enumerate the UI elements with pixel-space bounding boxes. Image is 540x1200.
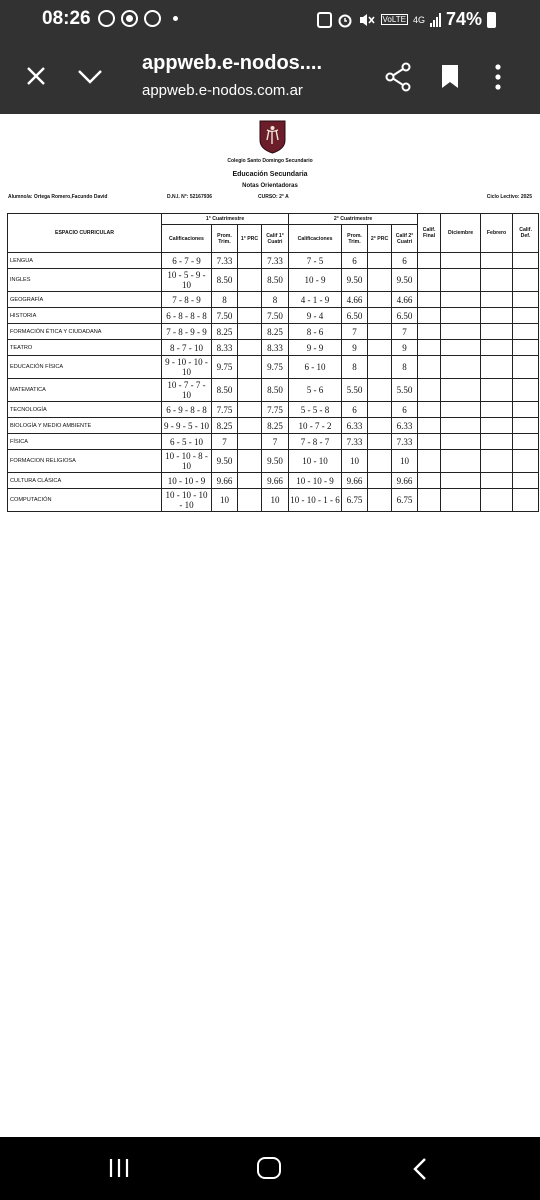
definitive-cell (513, 434, 539, 450)
avg-cell: 7.50 (212, 308, 238, 324)
calif-cell: 7.75 (262, 402, 289, 418)
avg-cell: 7.33 (212, 253, 238, 269)
alarm-icon (337, 12, 353, 28)
subject-cell: GEOGRAFÍA (8, 292, 162, 308)
prc-cell (238, 379, 262, 402)
student-dni: D.N.I. N°: 52167936 (167, 194, 213, 200)
calif-cell: 8.50 (262, 269, 289, 292)
header-semester-1: 1° Cuatrimestre (162, 214, 289, 225)
prc-cell (368, 473, 392, 489)
grades-cell: 7 - 8 - 7 (289, 434, 342, 450)
school-name: Colegio Santo Domingo Secundario (227, 158, 313, 164)
prc-cell (238, 356, 262, 379)
grades-cell: 9 - 4 (289, 308, 342, 324)
avg-cell: 6.50 (342, 308, 368, 324)
prc-cell (238, 402, 262, 418)
grades-cell: 10 - 9 (289, 269, 342, 292)
avg-cell: 7 (342, 324, 368, 340)
subject-cell: FORMACIÓN ÉTICA Y CIUDADANA (8, 324, 162, 340)
calif-cell: 6 (392, 253, 418, 269)
table-row (8, 356, 539, 379)
grades-cell: 6 - 8 - 8 - 8 (162, 308, 212, 324)
header-avg-1: Prom. Trim. (212, 225, 238, 253)
avg-cell: 5.50 (342, 379, 368, 402)
prc-cell (368, 253, 392, 269)
more-notifications-dot-icon (173, 16, 178, 21)
calif-cell: 7.33 (262, 253, 289, 269)
december-cell (441, 324, 481, 340)
definitive-cell (513, 340, 539, 356)
avg-cell: 8 (212, 292, 238, 308)
table-row (8, 324, 539, 340)
school-crest-logo (259, 120, 286, 154)
header-subject: ESPACIO CURRICULAR (8, 214, 162, 253)
february-cell (481, 308, 513, 324)
february-cell (481, 418, 513, 434)
calif-cell: 7 (262, 434, 289, 450)
grades-cell: 6 - 10 (289, 356, 342, 379)
february-cell (481, 253, 513, 269)
grades-cell: 5 - 6 (289, 379, 342, 402)
prc-cell (368, 308, 392, 324)
grades-cell: 10 - 7 - 7 - 10 (162, 379, 212, 402)
december-cell (441, 379, 481, 402)
bookmark-icon[interactable] (440, 64, 460, 89)
calif-cell: 4.66 (392, 292, 418, 308)
prc-cell (238, 269, 262, 292)
subject-cell: FÍSICA (8, 434, 162, 450)
avg-cell: 8.33 (212, 340, 238, 356)
header-december: Diciembre (441, 214, 481, 253)
grades-cell: 7 - 8 - 9 - 9 (162, 324, 212, 340)
report-card-document (0, 114, 540, 1137)
table-row (8, 253, 539, 269)
december-cell (441, 450, 481, 473)
february-cell (481, 402, 513, 418)
calif-cell: 9 (392, 340, 418, 356)
calif-cell: 6.33 (392, 418, 418, 434)
calif-cell: 8 (392, 356, 418, 379)
prc-cell (368, 450, 392, 473)
notification-icons (98, 10, 178, 27)
definitive-cell (513, 402, 539, 418)
definitive-cell (513, 379, 539, 402)
grades-cell: 7 - 8 - 9 (162, 292, 212, 308)
final-cell (418, 324, 441, 340)
avg-cell: 8.25 (212, 324, 238, 340)
battery-icon (487, 12, 496, 28)
subject-cell: TEATRO (8, 340, 162, 356)
avg-cell: 6.33 (342, 418, 368, 434)
final-cell (418, 379, 441, 402)
grades-cell: 6 - 9 - 8 - 8 (162, 402, 212, 418)
february-cell (481, 379, 513, 402)
february-cell (481, 473, 513, 489)
december-cell (441, 269, 481, 292)
report-subtitle: Notas Orientadoras (242, 183, 298, 189)
avg-cell: 7.75 (212, 402, 238, 418)
table-row (8, 269, 539, 292)
student-course: CURSO: 2° A (258, 194, 289, 200)
network-type: 4G (412, 14, 425, 25)
final-cell (418, 489, 441, 512)
avg-cell: 8.25 (212, 418, 238, 434)
table-row (8, 402, 539, 418)
status-bar (0, 0, 540, 38)
december-cell (441, 402, 481, 418)
header-semester-2: 2° Cuatrimestre (289, 214, 418, 225)
february-cell (481, 450, 513, 473)
grades-cell: 6 - 7 - 9 (162, 253, 212, 269)
table-row (8, 340, 539, 356)
prc-cell (238, 253, 262, 269)
subject-cell: MATEMATICA (8, 379, 162, 402)
avg-cell: 8.50 (212, 269, 238, 292)
prc-cell (368, 418, 392, 434)
grades-cell: 10 - 10 (289, 450, 342, 473)
back-icon[interactable] (412, 1157, 428, 1181)
definitive-cell (513, 450, 539, 473)
grades-cell: 8 - 6 (289, 324, 342, 340)
prc-cell (368, 489, 392, 512)
february-cell (481, 292, 513, 308)
education-level: Educación Secundaria (232, 171, 308, 178)
prc-cell (368, 292, 392, 308)
definitive-cell (513, 356, 539, 379)
subject-cell: COMPUTACIÓN (8, 489, 162, 512)
custom-tab-toolbar (0, 38, 540, 114)
header-definitive: Calif. Def. (513, 214, 539, 253)
final-cell (418, 340, 441, 356)
february-cell (481, 434, 513, 450)
header-calif-2: Calif 2° Cuatri (392, 225, 418, 253)
calif-cell: 9.50 (392, 269, 418, 292)
grades-cell: 6 - 5 - 10 (162, 434, 212, 450)
table-row (8, 292, 539, 308)
grades-cell: 10 - 10 - 9 (162, 473, 212, 489)
subject-cell: CULTURA CLÁSICA (8, 473, 162, 489)
december-cell (441, 340, 481, 356)
grades-cell: 5 - 5 - 8 (289, 402, 342, 418)
prc-cell (368, 434, 392, 450)
table-row (8, 308, 539, 324)
avg-cell: 6 (342, 253, 368, 269)
grades-cell: 9 - 9 (289, 340, 342, 356)
student-name: Alumno/a: Ortega Romero,Facundo David (8, 194, 108, 200)
calif-cell: 6 (392, 402, 418, 418)
december-cell (441, 253, 481, 269)
avg-cell: 4.66 (342, 292, 368, 308)
volte-icon: VoLTE (382, 15, 406, 24)
definitive-cell (513, 269, 539, 292)
grades-cell: 8 - 7 - 10 (162, 340, 212, 356)
december-cell (441, 473, 481, 489)
table-row (8, 489, 539, 512)
nfc-icon (317, 12, 332, 28)
header-avg-2: Prom. Trim. (342, 225, 368, 253)
definitive-cell (513, 473, 539, 489)
calif-cell: 10 (262, 489, 289, 512)
grades-cell: 10 - 10 - 8 - 10 (162, 450, 212, 473)
final-cell (418, 434, 441, 450)
prc-cell (368, 324, 392, 340)
close-icon[interactable] (24, 64, 48, 88)
grades-cell: 10 - 10 - 1 - 6 (289, 489, 342, 512)
prc-cell (368, 402, 392, 418)
prc-cell (238, 450, 262, 473)
avg-cell: 8.50 (212, 379, 238, 402)
calif-cell: 6.50 (392, 308, 418, 324)
calif-cell: 8.25 (262, 324, 289, 340)
grades-cell: 10 - 7 - 2 (289, 418, 342, 434)
grades-cell: 7 - 5 (289, 253, 342, 269)
prc-cell (238, 418, 262, 434)
final-cell (418, 253, 441, 269)
february-cell (481, 269, 513, 292)
calif-cell: 10 (392, 450, 418, 473)
page-title: appweb.e-nodos.... (142, 52, 323, 74)
recent-apps-icon[interactable] (108, 1158, 130, 1178)
final-cell (418, 418, 441, 434)
definitive-cell (513, 324, 539, 340)
avg-cell: 9.66 (342, 473, 368, 489)
february-cell (481, 489, 513, 512)
final-cell (418, 473, 441, 489)
avg-cell: 10 (212, 489, 238, 512)
prc-cell (368, 269, 392, 292)
grades-cell: 9 - 9 - 5 - 10 (162, 418, 212, 434)
prc-cell (368, 356, 392, 379)
calif-cell: 6.75 (392, 489, 418, 512)
system-navigation-bar (0, 1137, 540, 1200)
grades-cell: 9 - 10 - 10 - 10 (162, 356, 212, 379)
definitive-cell (513, 418, 539, 434)
calif-cell: 8.33 (262, 340, 289, 356)
february-cell (481, 356, 513, 379)
whatsapp-icon (98, 10, 115, 27)
final-cell (418, 308, 441, 324)
calif-cell: 7.50 (262, 308, 289, 324)
header-prc-2: 2° PRC (368, 225, 392, 253)
chrome-icon (121, 10, 138, 27)
avg-cell: 10 (342, 450, 368, 473)
final-cell (418, 402, 441, 418)
chevron-down-icon[interactable] (76, 66, 104, 86)
december-cell (441, 308, 481, 324)
final-cell (418, 450, 441, 473)
calif-cell: 8 (262, 292, 289, 308)
header-grades-2: Calificaciones (289, 225, 342, 253)
february-cell (481, 340, 513, 356)
prc-cell (238, 308, 262, 324)
more-options-icon[interactable] (494, 64, 502, 90)
avg-cell: 9.75 (212, 356, 238, 379)
calif-cell: 7.33 (392, 434, 418, 450)
prc-cell (238, 434, 262, 450)
avg-cell: 9.50 (342, 269, 368, 292)
calif-cell: 9.66 (262, 473, 289, 489)
avg-cell: 6.75 (342, 489, 368, 512)
subject-cell: EDUCACIÓN FÍSICA (8, 356, 162, 379)
december-cell (441, 356, 481, 379)
final-cell (418, 269, 441, 292)
prc-cell (238, 324, 262, 340)
header-grades-1: Calificaciones (162, 225, 212, 253)
header-final: Calif. Final (418, 214, 441, 253)
definitive-cell (513, 489, 539, 512)
battery-percent: 74% (445, 9, 482, 29)
grades-cell: 10 - 10 - 9 (289, 473, 342, 489)
definitive-cell (513, 253, 539, 269)
whatsapp-icon (144, 10, 161, 27)
calif-cell: 8.50 (262, 379, 289, 402)
avg-cell: 7 (212, 434, 238, 450)
december-cell (441, 418, 481, 434)
table-row (8, 434, 539, 450)
subject-cell: INGLES (8, 269, 162, 292)
header-calif-1: Calif 1° Cuatri (262, 225, 289, 253)
prc-cell (238, 292, 262, 308)
status-time: 08:26 (42, 8, 91, 29)
school-year: Ciclo Lectivo: 2025 (486, 194, 532, 200)
page-url[interactable]: appweb.e-nodos.com.ar (142, 82, 303, 99)
grades-cell: 10 - 10 - 10 - 10 (162, 489, 212, 512)
subject-cell: HISTORIA (8, 308, 162, 324)
table-row (8, 379, 539, 402)
signal-icon (430, 13, 441, 27)
grades-table (7, 213, 539, 512)
definitive-cell (513, 292, 539, 308)
avg-cell: 9 (342, 340, 368, 356)
table-row (8, 473, 539, 489)
share-icon[interactable] (384, 62, 412, 92)
prc-cell (238, 473, 262, 489)
calif-cell: 9.66 (392, 473, 418, 489)
december-cell (441, 489, 481, 512)
calif-cell: 9.75 (262, 356, 289, 379)
table-row (8, 418, 539, 434)
avg-cell: 6 (342, 402, 368, 418)
prc-cell (238, 340, 262, 356)
february-cell (481, 324, 513, 340)
final-cell (418, 292, 441, 308)
prc-cell (238, 489, 262, 512)
prc-cell (368, 340, 392, 356)
subject-cell: FORMACION RELIGIOSA (8, 450, 162, 473)
calif-cell: 5.50 (392, 379, 418, 402)
calif-cell: 8.25 (262, 418, 289, 434)
home-button[interactable] (257, 1157, 281, 1179)
header-february: Febrero (481, 214, 513, 253)
december-cell (441, 434, 481, 450)
calif-cell: 7 (392, 324, 418, 340)
prc-cell (368, 379, 392, 402)
calif-cell: 9.50 (262, 450, 289, 473)
subject-cell: TECNOLOGÍA (8, 402, 162, 418)
avg-cell: 9.50 (212, 450, 238, 473)
avg-cell: 8 (342, 356, 368, 379)
mute-icon (358, 12, 376, 28)
subject-cell: BIOLOGÍA Y MEDIO AMBIENTE (8, 418, 162, 434)
final-cell (418, 356, 441, 379)
grades-cell: 4 - 1 - 9 (289, 292, 342, 308)
definitive-cell (513, 308, 539, 324)
subject-cell: LENGUA (8, 253, 162, 269)
avg-cell: 7.33 (342, 434, 368, 450)
system-icons (317, 9, 496, 30)
header-prc-1: 1° PRC (238, 225, 262, 253)
grades-cell: 10 - 5 - 9 - 10 (162, 269, 212, 292)
table-row (8, 450, 539, 473)
december-cell (441, 292, 481, 308)
avg-cell: 9.66 (212, 473, 238, 489)
